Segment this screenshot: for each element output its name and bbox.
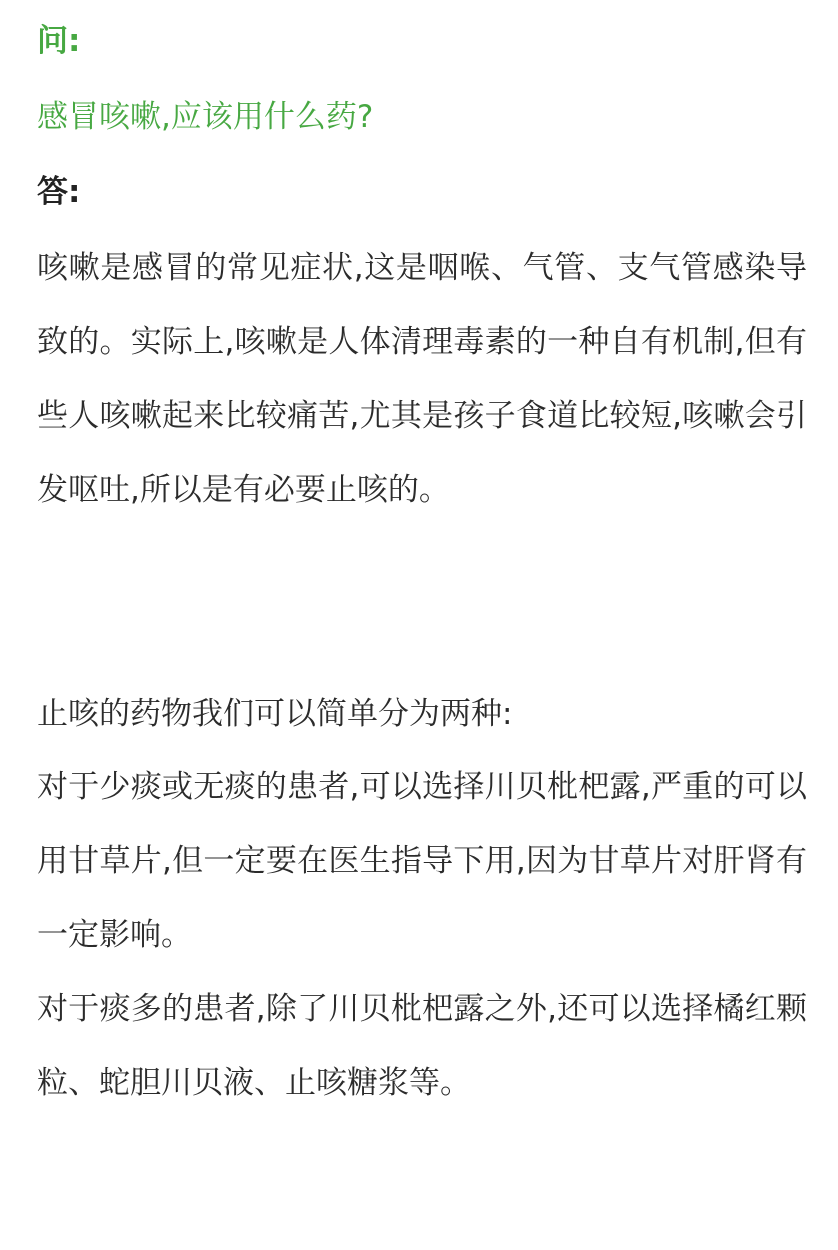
- question-text: 感冒咳嗽,应该用什么药?: [37, 99, 374, 135]
- question-label: 问:: [37, 23, 81, 59]
- answer-paragraph: 止咳的药物我们可以简单分为两种:: [37, 696, 513, 732]
- answer-paragraph: 咳嗽是感冒的常见症状,这是咽喉、气管、支气管感染导致的。实际上,咳嗽是人体清理毒素的一种自有机制,但有些人咳嗽起来比较痛苦,尤其是孩子食道比较短,咳嗽会引发呕吐,所以是有必要止咳的。: [37, 250, 807, 508]
- answer-paragraph: 对于少痰或无痰的患者,可以选择川贝枇杷露,严重的可以用甘草片,但一定要在医生指导下用,因为甘草片对肝肾有一定影响。: [37, 769, 807, 953]
- answer-paragraph: 对于痰多的患者,除了川贝枇杷露之外,还可以选择橘红颗粒、蛇胆川贝液、止咳糖浆等。: [37, 991, 807, 1101]
- answer-label: 答:: [37, 174, 81, 210]
